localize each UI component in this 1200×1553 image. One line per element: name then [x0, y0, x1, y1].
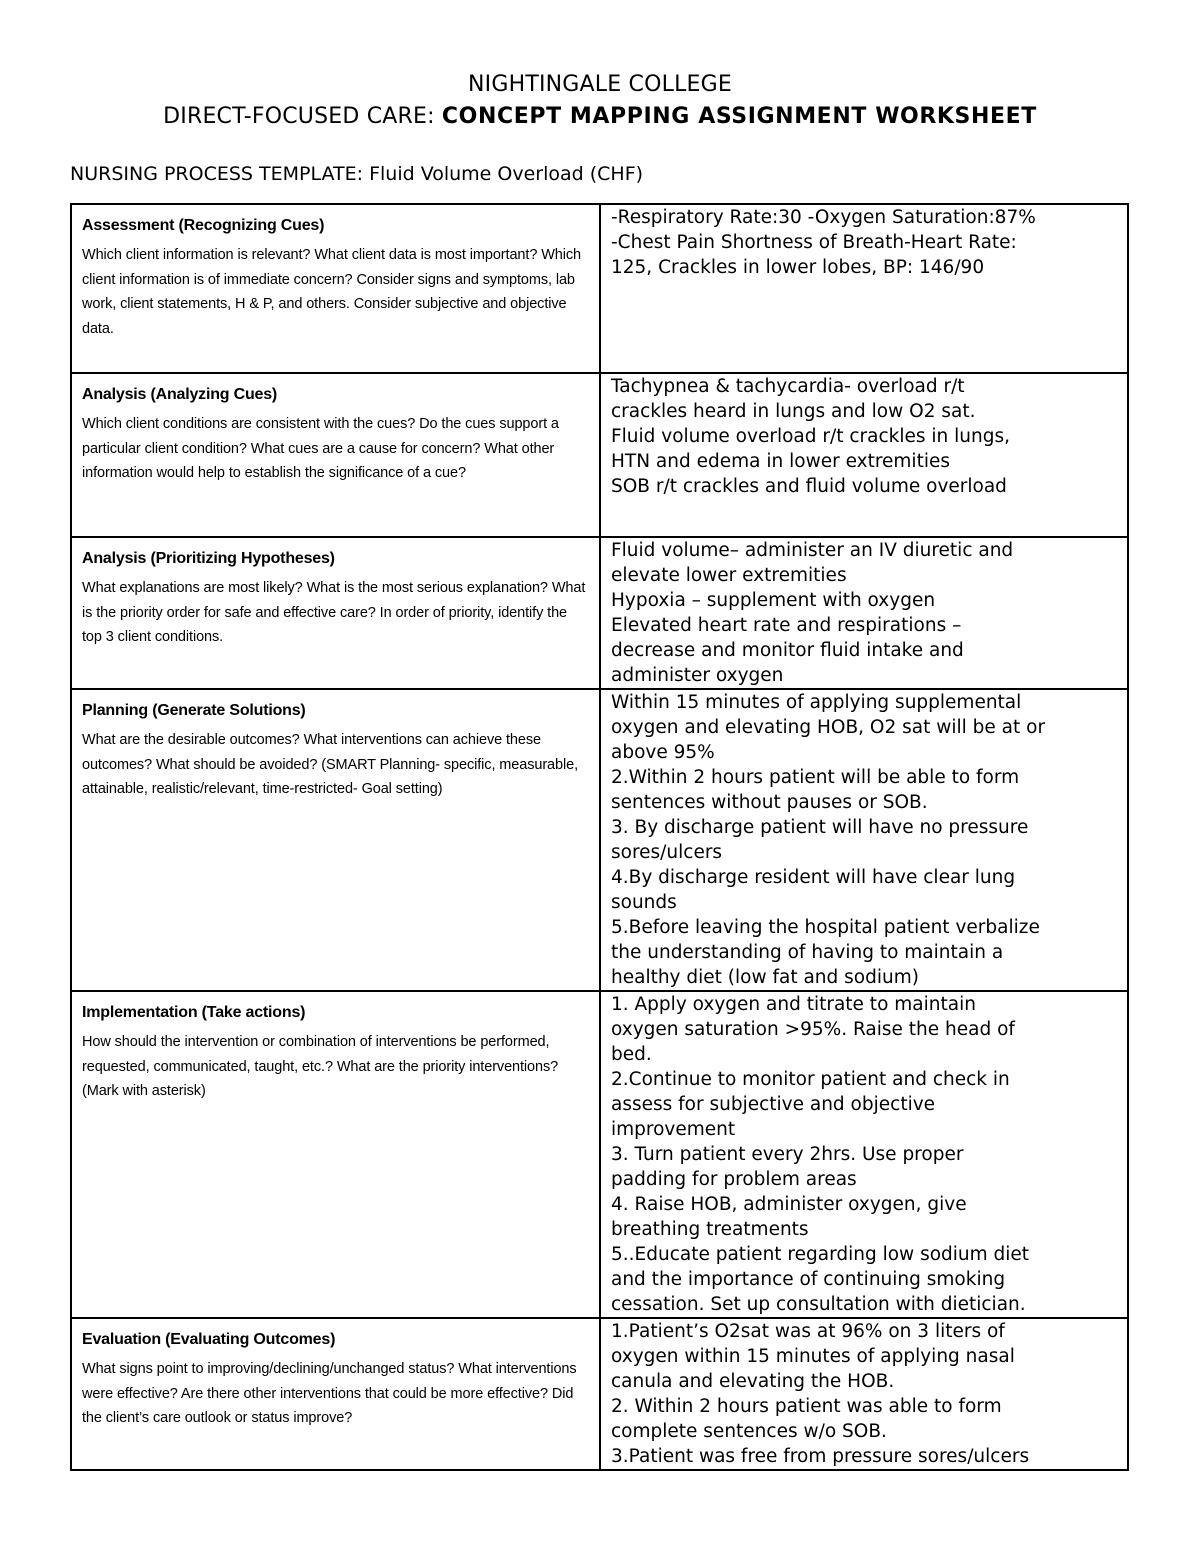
answer-line: Elevated heart rate and respirations – — [611, 615, 962, 636]
answer-line: -Chest Pain Shortness of Breath-Heart Rate: — [611, 232, 1017, 253]
answer-line: crackles heard in lungs and low O2 sat. — [611, 401, 976, 422]
prioritizing-hypotheses-question: What explanations are most likely? What is the most serious explanation? What is the priority order for safe and effective care? In order of priority, identify the top 3 client conditions. — [82, 580, 586, 645]
answer-line: 1.Patient’s O2sat was at 96% on 3 liters of — [611, 1321, 1005, 1342]
answer-line: bed. — [611, 1044, 652, 1065]
analyzing-cues-answer-cell — [600, 373, 1128, 537]
course-prefix: DIRECT-FOCUSED CARE: — [163, 104, 442, 129]
answer-line: administer oxygen — [611, 665, 784, 686]
answer-line: 3. Turn patient every 2hrs. Use proper — [611, 1144, 964, 1165]
implementation-answer-cell — [600, 991, 1128, 1318]
answer-line: above 95% — [611, 742, 715, 763]
answer-line: 4.By discharge resident will have clear lung — [611, 867, 1016, 888]
row-evaluation — [71, 1318, 1128, 1470]
nursing-process-table — [70, 203, 1129, 1471]
answer-line: 1. Apply oxygen and titrate to maintain — [611, 994, 976, 1015]
answer-line: oxygen and elevating HOB, O2 sat will be at or — [611, 717, 1046, 738]
answer-line: sounds — [611, 892, 677, 913]
answer-line: 2.Within 2 hours patient will be able to form — [611, 767, 1020, 788]
planning-prompt-cell — [71, 689, 600, 991]
assessment-heading: Assessment (Recognizing Cues) — [82, 217, 325, 234]
evaluation-answer-cell — [600, 1318, 1128, 1470]
answer-line: elevate lower extremities — [611, 565, 847, 586]
answer-line: oxygen within 15 minutes of applying nasal — [611, 1346, 1015, 1367]
answer-line: assess for subjective and objective — [611, 1094, 936, 1115]
analyzing-cues-question: Which client conditions are consistent with the cues? Do the cues support a particular client condition? What cues are a cause for concern? What other information would help to establish the significance of a cue? — [82, 416, 559, 481]
worksheet-title — [0, 104, 1200, 129]
answer-line: sentences without pauses or SOB. — [611, 792, 928, 813]
answer-line: oxygen saturation >95%. Raise the head of — [611, 1019, 1015, 1040]
answer-line: 2.Continue to monitor patient and check in — [611, 1069, 1010, 1090]
course-title: CONCEPT MAPPING ASSIGNMENT WORKSHEET — [441, 104, 1037, 129]
answer-line: 3. By discharge patient will have no pressure — [611, 817, 1029, 838]
template-title: NURSING PROCESS TEMPLATE: Fluid Volume Overload (CHF) — [70, 163, 644, 185]
answer-line: 125, Crackles in lower lobes, BP: 146/90 — [611, 257, 985, 278]
answer-line: Tachypnea & tachycardia- overload r/t — [611, 376, 965, 397]
answer-line: -Respiratory Rate:30 -Oxygen Saturation:87% — [611, 207, 1036, 228]
answer-line: Hypoxia – supplement with oxygen — [611, 590, 936, 611]
planning-heading: Planning (Generate Solutions) — [82, 702, 306, 719]
answer-line: 5..Educate patient regarding low sodium diet — [611, 1244, 1030, 1265]
evaluation-question: What signs point to improving/declining/unchanged status? What interventions were effective? Are there other interventions that could be more effective? Did the client’s care outlook or status improve? — [82, 1361, 577, 1426]
answer-line: complete sentences w/o SOB. — [611, 1421, 887, 1442]
planning-question: What are the desirable outcomes? What interventions can achieve these outcomes? What should be avoided? (SMART Planning- specific, measurable, attainable, realistic/relevant, time-restricted- Goal setting) — [82, 732, 579, 797]
implementation-prompt-cell — [71, 991, 600, 1318]
college-title: NIGHTINGALE COLLEGE — [467, 72, 732, 97]
answer-line: 5.Before leaving the hospital patient verbalize — [611, 917, 1040, 938]
answer-line: and the importance of continuing smoking — [611, 1269, 1006, 1290]
prioritizing-hypotheses-heading: Analysis (Prioritizing Hypotheses) — [82, 550, 335, 567]
answer-line: cessation. Set up consultation with dietician. — [611, 1294, 1026, 1315]
row-assessment — [71, 204, 1128, 373]
answer-line: Fluid volume– administer an IV diuretic and — [611, 540, 1014, 561]
answer-line: padding for problem areas — [611, 1169, 857, 1190]
assessment-answer-cell — [600, 204, 1128, 373]
analyzing-cues-prompt-cell — [71, 373, 600, 537]
assessment-prompt-cell — [71, 204, 600, 373]
answer-line: 3.Patient was free from pressure sores/ulcers — [611, 1446, 1030, 1467]
answer-line: Fluid volume overload r/t crackles in lungs, — [611, 426, 1010, 447]
answer-line: the understanding of having to maintain a — [611, 942, 1004, 963]
answer-line: decrease and monitor fluid intake and — [611, 640, 964, 661]
answer-line: 2. Within 2 hours patient was able to form — [611, 1396, 1002, 1417]
answer-line: improvement — [611, 1119, 736, 1140]
evaluation-heading: Evaluation (Evaluating Outcomes) — [82, 1331, 336, 1348]
evaluation-prompt-cell — [71, 1318, 600, 1470]
row-prioritizing-hypotheses — [71, 537, 1128, 689]
answer-line: 4. Raise HOB, administer oxygen, give — [611, 1194, 967, 1215]
prioritizing-hypotheses-prompt-cell — [71, 537, 600, 689]
assessment-question: Which client information is relevant? What client data is most important? Which client information is of immediate concern? Consider signs and symptoms, lab work, client statements, H & P, and others. Consider subjective and objective data. — [82, 247, 581, 337]
implementation-heading: Implementation (Take actions) — [82, 1004, 306, 1021]
answer-line: healthy diet (low fat and sodium) — [611, 967, 919, 988]
answer-line: SOB r/t crackles and fluid volume overload — [611, 476, 1007, 497]
implementation-question: How should the intervention or combination of interventions be performed, requested, communicated, taught, etc.? What are the priority interventions? (Mark with asterisk) — [82, 1034, 559, 1099]
answer-line: Within 15 minutes of applying supplemental — [611, 692, 1022, 713]
analyzing-cues-heading: Analysis (Analyzing Cues) — [82, 386, 278, 403]
answer-line: HTN and edema in lower extremities — [611, 451, 950, 472]
row-planning — [71, 689, 1128, 991]
planning-answer-cell — [600, 689, 1128, 991]
answer-line: sores/ulcers — [611, 842, 723, 863]
answer-line: breathing treatments — [611, 1219, 809, 1240]
row-analyzing-cues — [71, 373, 1128, 537]
answer-line: canula and elevating the HOB. — [611, 1371, 895, 1392]
row-implementation — [71, 991, 1128, 1318]
prioritizing-hypotheses-answer-cell — [600, 537, 1128, 689]
